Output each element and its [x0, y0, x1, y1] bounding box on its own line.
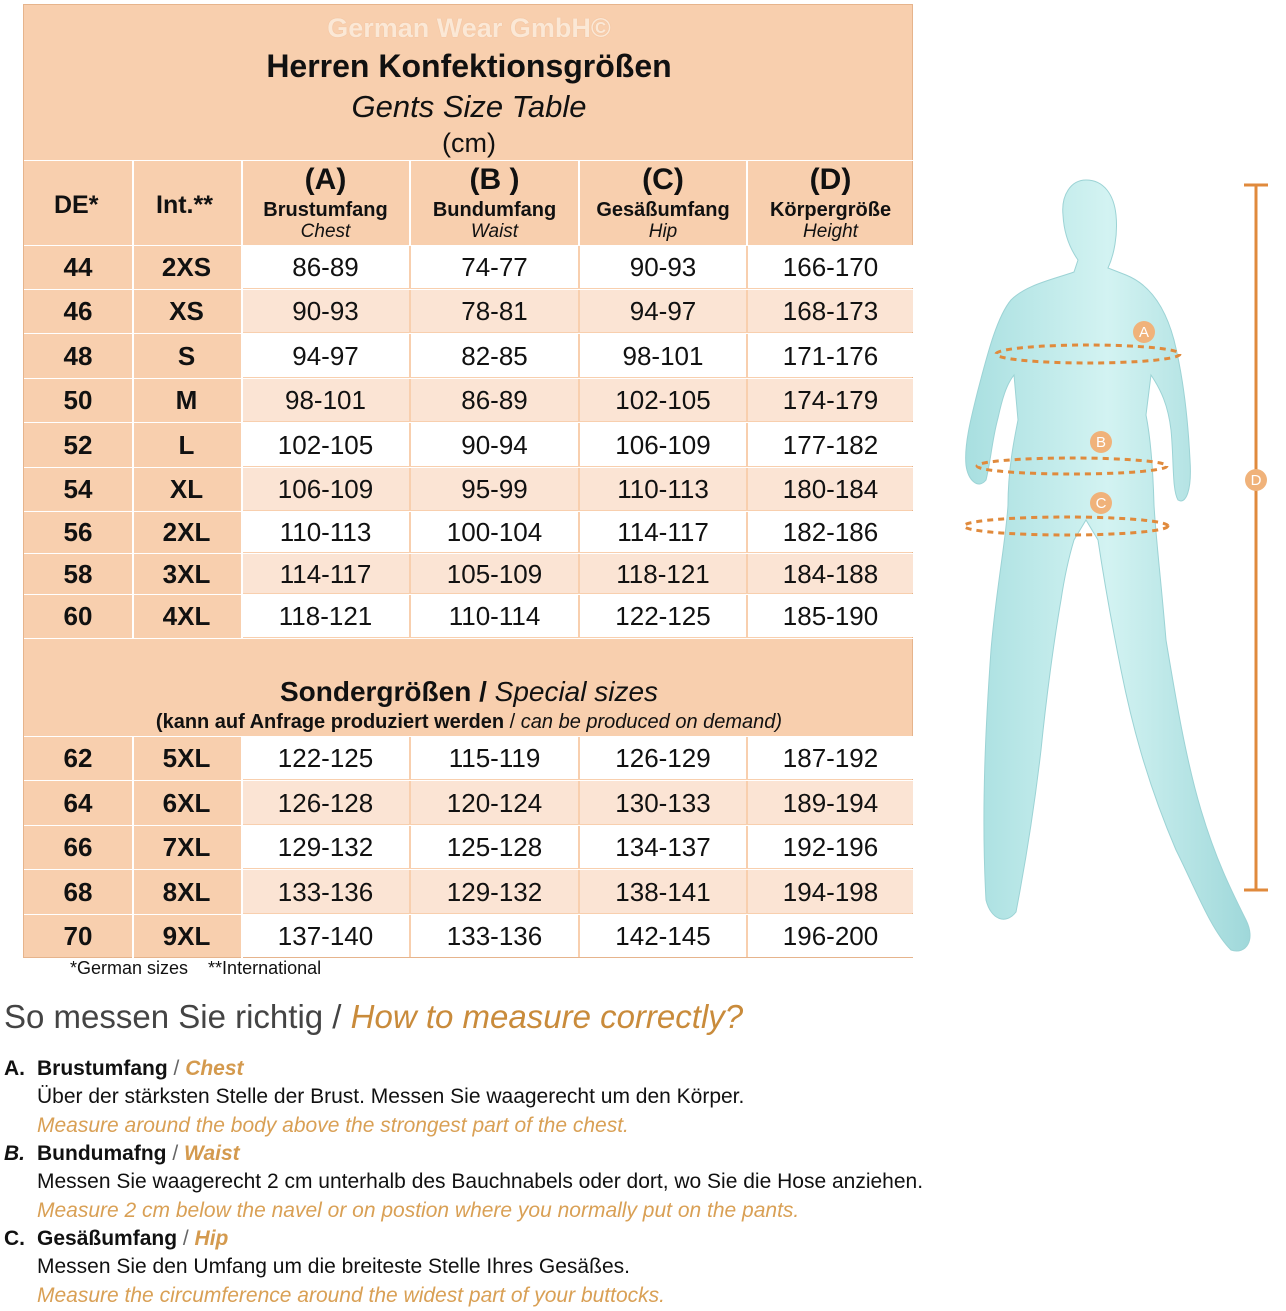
cell-measure-d: 184-188 [782, 559, 879, 589]
cell-measure-c: 110-113 [617, 474, 709, 504]
grid-line [24, 245, 914, 246]
how-title-en: How to measure correctly? [350, 998, 744, 1035]
grid-line [24, 422, 914, 423]
grid-line [24, 289, 914, 290]
header-col-en: Hip [648, 221, 678, 242]
cell-measure-b: 100-104 [446, 517, 543, 547]
cell-measure-c: 102-105 [615, 385, 711, 415]
cell-measure-a: 133-136 [277, 877, 374, 907]
grid-line [24, 160, 914, 161]
special-sub-de: (kann auf Anfrage produziert werden [155, 711, 505, 733]
cell-measure-d: 168-173 [782, 296, 879, 326]
how-to-measure-title [4, 998, 743, 1036]
cell-measure-a: 114-117 [279, 559, 372, 589]
measure-b-text-de: Messen Sie waagerecht 2 cm unterhalb des Bauchnabels oder dort, wo Sie die Hose anziehen. [37, 1170, 924, 1193]
cell-measure-b: 82-85 [461, 341, 528, 371]
cell-measure-b: 110-114 [448, 601, 541, 631]
header-col-letter: (A) [304, 163, 347, 196]
size-table [23, 4, 913, 958]
special-title-en: Special sizes [494, 676, 659, 707]
grid-line [24, 914, 914, 915]
cell-de-size: 52 [63, 430, 93, 460]
cell-measure-a: 118-121 [278, 601, 373, 631]
cell-measure-b: 90-94 [461, 430, 528, 460]
measure-c-text-en: Measure the circumference around the widest part of your buttocks. [37, 1284, 665, 1307]
cell-measure-d: 182-186 [782, 517, 879, 547]
measure-a-name-de: Brustumfang [37, 1057, 168, 1080]
cell-int-size: XS [169, 296, 204, 326]
cell-measure-c: 130-133 [615, 788, 711, 818]
header-col-de: Brustumfang [263, 199, 388, 221]
grid-line [24, 378, 914, 379]
how-title-sep: / [323, 998, 351, 1035]
cell-measure-a: 90-93 [292, 296, 359, 326]
cell-measure-c: 142-145 [615, 921, 711, 951]
cell-int-size: XL [169, 474, 204, 504]
special-title [24, 676, 914, 708]
cell-int-size: L [178, 430, 195, 460]
cell-measure-b: 125-128 [446, 832, 543, 862]
cell-de-size: 70 [63, 921, 93, 951]
cell-int-size: 7XL [162, 832, 211, 862]
cell-measure-d: 189-194 [782, 788, 879, 818]
cell-measure-b: 105-109 [446, 559, 543, 589]
unit-label: (cm) [442, 128, 496, 158]
measure-a-name-en: Chest [185, 1057, 244, 1080]
special-sub-en: can be produced on demand) [520, 711, 783, 733]
measure-a-letter: A. [4, 1057, 25, 1080]
cell-measure-a: 110-113 [279, 517, 372, 547]
cell-measure-a: 122-125 [277, 743, 374, 773]
body-figure [946, 160, 1286, 960]
cell-measure-b: 86-89 [461, 385, 528, 415]
measure-b-text-en: Measure 2 cm below the navel or on postion where you normally put on the pants. [37, 1199, 800, 1222]
header-int: Int.** [156, 191, 213, 219]
grid-line [409, 160, 411, 245]
cell-measure-d: 177-182 [782, 430, 879, 460]
header-col-letter: (B ) [469, 163, 520, 196]
cell-measure-a: 98-101 [285, 385, 366, 415]
cell-measure-c: 114-117 [617, 517, 709, 547]
measure-c-text-de: Messen Sie den Umfang um die breiteste Stelle Ihres Gesäßes. [37, 1255, 630, 1278]
footnote: *German sizes **International [70, 958, 322, 978]
measure-b-heading: Bundumafng / Waist [37, 1142, 240, 1165]
grid-line [24, 333, 914, 334]
cell-de-size: 60 [63, 601, 93, 631]
grid-line [241, 160, 243, 638]
grid-line [24, 780, 914, 781]
brand-name: German Wear GmbH© [327, 13, 611, 43]
cell-measure-c: 90-93 [629, 252, 697, 282]
cell-measure-a: 129-132 [277, 832, 374, 862]
body-silhouette [966, 180, 1250, 951]
cell-int-size: 5XL [162, 743, 211, 773]
cell-de-size: 56 [63, 517, 93, 547]
grid-line [24, 736, 914, 737]
measure-b-name-en: Waist [184, 1142, 240, 1165]
grid-line [24, 638, 914, 639]
cell-de-size: 66 [63, 832, 93, 862]
cell-int-size: M [175, 385, 198, 415]
cell-measure-d: 185-190 [782, 601, 879, 631]
cell-measure-c: 94-97 [629, 296, 697, 326]
grid-line [746, 160, 748, 245]
grid-line [578, 160, 580, 245]
cell-de-size: 46 [63, 296, 93, 326]
table-title-en: Gents Size Table [351, 89, 587, 124]
cell-measure-a: 106-109 [277, 474, 374, 504]
cell-measure-b: 115-119 [448, 743, 541, 773]
header-col-de: Gesäßumfang [596, 199, 730, 221]
grid-line [24, 511, 914, 512]
cell-measure-c: 106-109 [615, 430, 711, 460]
cell-int-size: 4XL [162, 601, 211, 631]
cell-measure-c: 98-101 [622, 341, 704, 371]
measure-b-letter: B. [4, 1142, 25, 1165]
cell-measure-a: 126-128 [277, 788, 374, 818]
grid-line [241, 736, 243, 958]
marker-a-label: A [1138, 324, 1150, 341]
header-col-letter: (C) [642, 163, 684, 196]
grid-line [132, 736, 134, 958]
cell-de-size: 54 [63, 474, 93, 504]
cell-measure-d: 174-179 [782, 385, 879, 415]
cell-measure-a: 102-105 [277, 430, 374, 460]
cell-measure-d: 194-198 [782, 877, 879, 907]
measure-c-name-en: Hip [194, 1227, 229, 1250]
cell-int-size: 3XL [162, 559, 211, 589]
cell-measure-b: 133-136 [446, 921, 543, 951]
grid-line [24, 467, 914, 468]
marker-b-label: B [1095, 434, 1107, 451]
cell-de-size: 58 [63, 559, 93, 589]
grid-line [24, 594, 914, 595]
cell-measure-a: 94-97 [292, 341, 359, 371]
measure-c-heading: Gesäßumfang / Hip [37, 1227, 229, 1250]
cell-measure-b: 74-77 [461, 252, 528, 282]
cell-measure-a: 86-89 [292, 252, 359, 282]
cell-de-size: 44 [63, 252, 93, 282]
cell-int-size: 9XL [162, 921, 211, 951]
grid-line [24, 869, 914, 870]
cell-measure-d: 171-176 [782, 341, 879, 371]
cell-measure-c: 126-129 [615, 743, 711, 773]
measure-a-heading: Brustumfang / Chest [37, 1057, 244, 1080]
header-col-de: Bundumfang [432, 199, 557, 221]
cell-measure-b: 120-124 [446, 788, 543, 818]
cell-measure-c: 118-121 [616, 559, 710, 589]
special-subtitle: (kann auf Anfrage produziert werden / can be produced on demand) [155, 711, 783, 733]
cell-de-size: 68 [63, 877, 93, 907]
measure-b-name-de: Bundumafng [37, 1142, 167, 1165]
grid-line [132, 160, 134, 638]
cell-measure-d: 180-184 [782, 474, 879, 504]
cell-int-size: 2XS [161, 252, 212, 282]
grid-line [24, 553, 914, 554]
cell-measure-b: 95-99 [461, 474, 528, 504]
header-col-letter: (D) [809, 163, 852, 196]
cell-measure-c: 134-137 [615, 832, 711, 862]
measure-c-name-de: Gesäßumfang [37, 1227, 178, 1250]
cell-int-size: 2XL [162, 517, 211, 547]
cell-measure-b: 78-81 [461, 296, 528, 326]
cell-measure-c: 138-141 [615, 877, 711, 907]
measure-a-text-en: Measure around the body above the strongest part of the chest. [37, 1114, 629, 1137]
header-col-en: Height [803, 221, 858, 242]
cell-de-size: 50 [63, 385, 93, 415]
marker-d-label: D [1250, 472, 1262, 489]
special-sep: / [471, 676, 495, 707]
cell-de-size: 64 [63, 788, 93, 818]
cell-de-size: 48 [63, 341, 93, 371]
header-de: DE* [54, 191, 99, 219]
marker-c-label: C [1095, 495, 1107, 512]
cell-int-size: 6XL [162, 788, 211, 818]
cell-measure-c: 122-125 [615, 601, 711, 631]
cell-measure-b: 129-132 [446, 877, 543, 907]
grid-line [24, 825, 914, 826]
cell-int-size: 8XL [162, 877, 211, 907]
cell-measure-d: 187-192 [782, 743, 879, 773]
cell-measure-a: 137-140 [277, 921, 374, 951]
how-title-de: So messen Sie richtig [4, 998, 324, 1035]
table-title-de: Herren Konfektionsgrößen [266, 48, 672, 84]
header-col-de: Körpergröße [769, 199, 892, 221]
cell-de-size: 62 [63, 743, 93, 773]
special-title-de: Sondergrößen [279, 676, 472, 707]
measure-c-letter: C. [4, 1227, 25, 1250]
cell-measure-d: 192-196 [782, 832, 879, 862]
cell-measure-d: 196-200 [782, 921, 879, 951]
cell-int-size: S [177, 341, 196, 371]
measure-a-text-de: Über der stärksten Stelle der Brust. Messen Sie waagerecht um den Körper. [37, 1085, 745, 1108]
header-col-en: Chest [300, 221, 351, 242]
cell-measure-d: 166-170 [782, 252, 879, 282]
header-col-en: Waist [470, 221, 519, 242]
